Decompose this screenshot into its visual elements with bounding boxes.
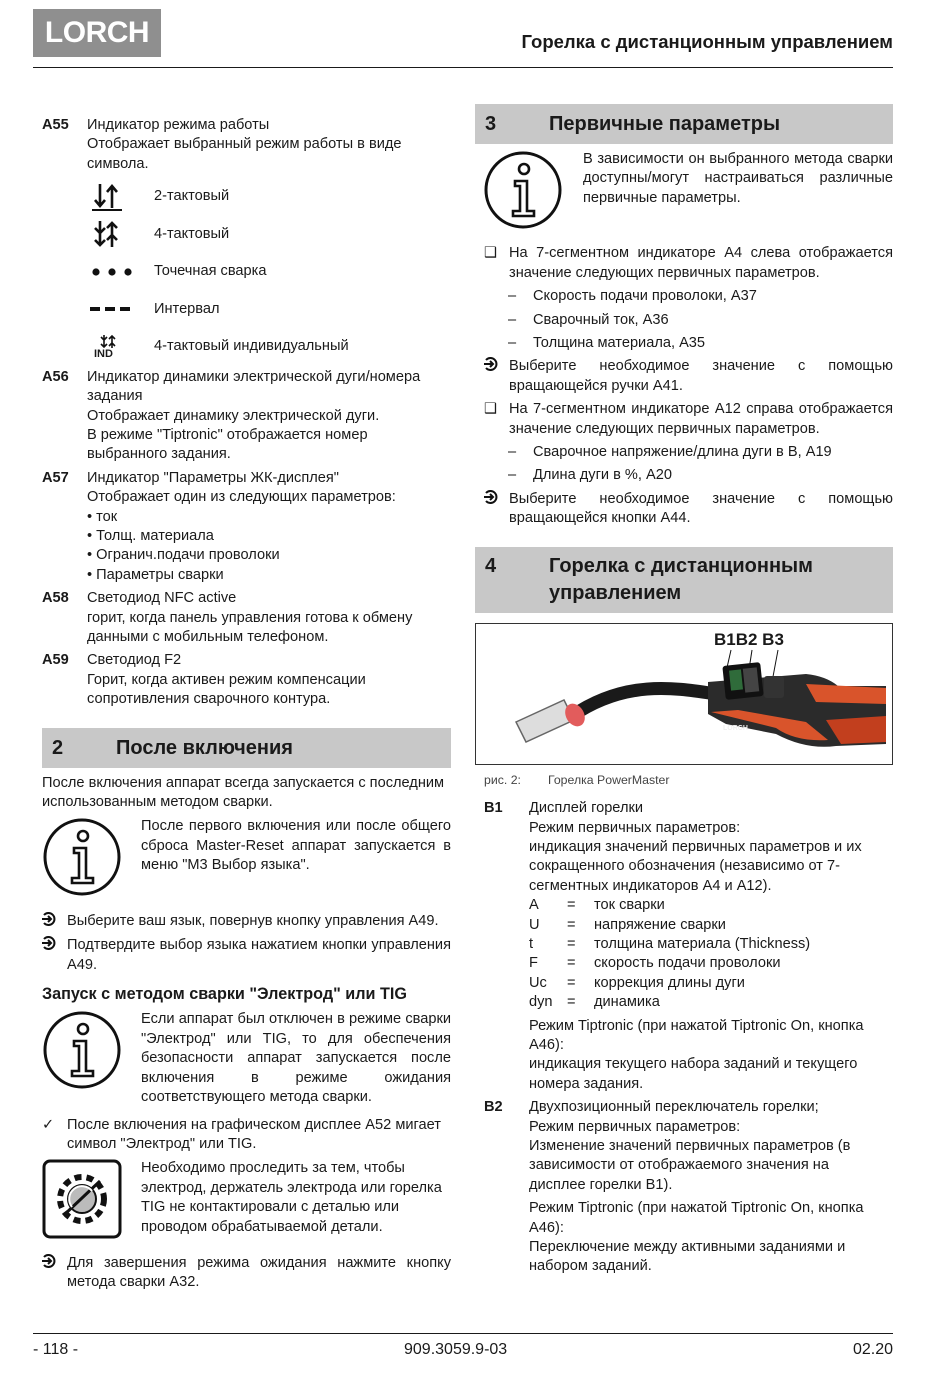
term-key: A57 xyxy=(42,469,69,486)
header-rule xyxy=(33,67,893,68)
action-step xyxy=(42,912,451,932)
term-a58 xyxy=(42,589,451,647)
section-title-line: управлением xyxy=(549,581,682,604)
info-text: После первого включения или после общего сброса Master-Reset аппарат запускается в меню "М3 Выбор языка". xyxy=(141,818,451,874)
torch-figure xyxy=(475,623,893,765)
term-key: A59 xyxy=(42,652,69,669)
dash-item xyxy=(475,287,893,306)
abbr-value: скорость подачи проволоки xyxy=(594,955,781,972)
warning-text: Необходимо проследить за тем, чтобы электрод, держатель электрода или горелка TIG не контактировали с деталью или проводом обрабатываемой детали. xyxy=(141,1160,442,1235)
ind-icon-text: IND xyxy=(94,347,113,360)
term-desc: Режим Tiptronic (при нажатой Tiptronic On, кнопка A46): xyxy=(529,1017,864,1053)
abbr-value: ток сварки xyxy=(594,897,665,914)
term-desc: Отображает динамику электрической дуги. xyxy=(87,407,380,424)
dash-text: Толщина материала, A35 xyxy=(533,335,706,352)
info-note xyxy=(475,150,893,236)
abbr-eq: = xyxy=(567,916,576,933)
mode-symbol-list xyxy=(42,178,451,366)
section-2-header xyxy=(42,728,451,768)
left-column xyxy=(42,116,451,1297)
document-date: 02.20 xyxy=(852,1341,893,1358)
section-title: Первичные параметры xyxy=(549,113,781,135)
page-number: - 118 - xyxy=(33,1341,79,1358)
prerequisite-item xyxy=(484,400,893,439)
abbr-eq: = xyxy=(567,897,576,914)
abbr-eq: = xyxy=(567,955,576,972)
abbr-key: A xyxy=(529,897,539,914)
abbr-row xyxy=(529,896,885,915)
dash-item xyxy=(475,311,893,330)
abbr-value: динамика xyxy=(594,994,660,1011)
mode-label: Интервал xyxy=(154,300,220,317)
dash-marker: – xyxy=(508,444,517,461)
result-item xyxy=(42,1116,451,1155)
dash-item xyxy=(475,334,893,353)
checkbox-square-icon: ❑ xyxy=(484,401,498,418)
term-b1 xyxy=(484,799,893,1094)
term-key: B1 xyxy=(484,800,503,817)
checkmark-icon: ✓ xyxy=(42,1116,55,1133)
mode-item xyxy=(42,253,451,291)
abbr-key: Uc xyxy=(529,974,547,991)
term-desc: Переключение между активными заданиями и набором заданий. xyxy=(529,1239,846,1275)
checkbox-square-icon: ❑ xyxy=(484,245,498,262)
arrow-circle-icon xyxy=(42,1254,67,1293)
term-desc: индикация текущего набора заданий и текущего номера задания. xyxy=(529,1056,858,1092)
term-title: Двухпозиционный переключатель горелки; xyxy=(529,1099,819,1116)
term-title: Дисплей горелки xyxy=(529,800,643,817)
step-text: Выберите необходимое значение с помощью вращающейся ручки A41. xyxy=(509,358,893,394)
term-b2 xyxy=(484,1098,893,1277)
info-note xyxy=(42,1010,451,1107)
2-stroke-icon xyxy=(90,182,154,212)
caption-text: Горелка PowerMaster xyxy=(548,772,670,787)
powermaster-torch-image xyxy=(476,624,893,765)
abbr-row xyxy=(529,974,885,993)
term-desc: Режим первичных параметров: xyxy=(529,1118,741,1135)
bullet-item: • Огранич.подачи проволоки xyxy=(87,547,280,564)
abbr-row xyxy=(529,954,885,973)
action-step xyxy=(42,936,451,975)
action-step xyxy=(42,1254,451,1293)
arrow-circle-icon xyxy=(42,936,67,975)
info-icon xyxy=(475,150,583,236)
mode-item xyxy=(42,328,451,366)
figure-caption xyxy=(484,771,893,790)
abbr-row xyxy=(529,993,885,1012)
term-desc: Отображает один из следующих параметров: xyxy=(87,489,396,506)
item-text: На 7-сегментном индикаторе A4 слева отображается значение следующих первичных параметров. xyxy=(509,245,893,281)
bullet-item: • Толщ. материала xyxy=(87,527,214,544)
term-key: B2 xyxy=(484,1099,503,1116)
info-text: Если аппарат был отключен в режиме сварки "Электрод" или TIG, то для обеспечения безопасности аппарат запускается после включения в режиме ожидания соответствующего метода сварки. xyxy=(141,1011,451,1106)
dash-marker: – xyxy=(508,311,517,328)
result-text: После включения на графическом дисплее A52 мигает символ "Электрод" или TIG. xyxy=(67,1116,441,1152)
mode-item xyxy=(42,216,451,254)
mode-label: 2-тактовый xyxy=(154,188,230,205)
dash-text: Скорость подачи проволоки, A37 xyxy=(533,288,757,305)
abbr-eq: = xyxy=(567,994,576,1011)
section-number: 2 xyxy=(52,736,64,759)
dash-marker: – xyxy=(508,288,517,305)
step-text: Выберите ваш язык, повернув кнопку управления A49. xyxy=(67,912,439,929)
mode-label: 4-тактовый индивидуальный xyxy=(154,338,349,355)
subsection-title: Запуск с методом сварки "Электрод" или TIG xyxy=(42,985,407,1004)
dash-text: Сварочный ток, A36 xyxy=(533,311,669,328)
gear-damage-icon xyxy=(42,1159,141,1245)
dash-text: Сварочное напряжение/длина дуги в В, A19 xyxy=(533,444,832,461)
bullet-item: • ток xyxy=(87,508,118,525)
arrow-circle-icon xyxy=(484,490,509,529)
arrow-circle-icon xyxy=(484,357,509,396)
term-title: Индикатор динамики электрической дуги/номера задания xyxy=(87,368,421,405)
action-step xyxy=(484,357,893,396)
item-text: На 7-сегментном индикаторе A12 справа отображается значение следующих первичных параметров. xyxy=(509,401,893,437)
section-title-line: Горелка с дистанционным xyxy=(549,554,813,577)
prerequisite-item xyxy=(484,244,893,283)
4-stroke-icon xyxy=(90,219,154,249)
section-title: После включения xyxy=(116,736,293,759)
info-icon xyxy=(42,1010,141,1107)
dash-marker: – xyxy=(508,335,517,352)
dash-marker: – xyxy=(508,467,517,484)
info-icon xyxy=(42,817,141,903)
abbr-value: коррекция длины дуги xyxy=(594,974,745,991)
term-key: A56 xyxy=(42,368,69,385)
warning-note xyxy=(42,1159,451,1245)
abbr-key: dyn xyxy=(529,994,553,1011)
lorch-logo: LORCH xyxy=(33,9,161,57)
term-desc: Изменение значений первичных параметров (в зависимости от отображаемого значения на дисплее горелки B1). xyxy=(529,1138,851,1193)
term-a59 xyxy=(42,651,451,709)
abbr-key: U xyxy=(529,916,540,933)
term-desc: Режим первичных параметров: xyxy=(529,819,741,836)
spot-weld-icon xyxy=(90,265,154,279)
torch-brand-text: LORCH xyxy=(723,724,748,732)
mode-item xyxy=(42,178,451,216)
abbr-row xyxy=(529,935,885,954)
figure-callout-labels: B1B2 B3 xyxy=(714,629,784,649)
abbr-eq: = xyxy=(567,974,576,991)
term-desc: индикация значений первичных параметров и их сокращенного обозначения (независимо от 7-сегментных индикаторов A4 и A12). xyxy=(529,838,862,894)
4-stroke-individual-icon xyxy=(90,334,154,360)
right-column xyxy=(475,104,893,1281)
term-desc: Отображает выбранный режим работы в виде символа. xyxy=(87,136,402,172)
step-text: Выберите необходимое значение с помощью вращающейся кнопки A44. xyxy=(509,490,893,527)
section-4-header xyxy=(475,547,893,613)
section-number: 4 xyxy=(485,554,497,577)
term-desc: Режим Tiptronic (при нажатой Tiptronic On, кнопка A46): xyxy=(529,1200,864,1236)
term-a57 xyxy=(42,469,451,585)
abbr-value: толщина материала (Thickness) xyxy=(594,935,811,952)
abbr-row xyxy=(529,916,885,935)
document-title: Горелка с дистанционным управлением xyxy=(521,31,893,52)
abbr-key: F xyxy=(529,955,538,972)
term-desc: горит, когда панель управления готова к обмену данными с мобильным телефоном. xyxy=(87,609,413,645)
mode-item xyxy=(42,291,451,329)
info-note xyxy=(42,817,451,903)
section-number: 3 xyxy=(485,113,497,135)
term-desc: Горит, когда активен режим компенсации сопротивления сварочного контура. xyxy=(87,671,366,708)
abbr-key: t xyxy=(529,935,534,952)
abbr-value: напряжение сварки xyxy=(594,916,726,933)
term-title: Индикатор режима работы xyxy=(87,117,270,133)
section-3-header xyxy=(475,104,893,144)
term-desc: В режиме "Tiptronic" отображается номер выбранного задания. xyxy=(87,426,368,463)
term-title: Индикатор "Параметры ЖК-дисплея" xyxy=(87,469,339,486)
info-text: В зависимости он выбранного метода сварки доступны/могут настраиваться различные первичные параметры. xyxy=(583,151,893,206)
abbr-eq: = xyxy=(567,935,576,952)
footer-rule xyxy=(33,1333,893,1334)
step-text: Подтвердите выбор языка нажатием кнопки управления A49. xyxy=(67,937,451,973)
dash-item xyxy=(475,466,893,485)
document-number: 909.3059.9-03 xyxy=(404,1341,508,1358)
dash-item xyxy=(475,443,893,462)
mode-label: 4-тактовый xyxy=(154,225,230,242)
action-step xyxy=(484,490,893,529)
dash-text: Длина дуги в %, A20 xyxy=(533,467,672,484)
paragraph: После включения аппарат всегда запускается с последним использованным методом сварки. xyxy=(42,774,445,811)
term-title: Светодиод NFC active xyxy=(87,590,237,607)
mode-label: Точечная сварка xyxy=(154,263,267,280)
term-a56 xyxy=(42,368,451,465)
caption-number: рис. 2: xyxy=(484,772,521,787)
term-title: Светодиод F2 xyxy=(87,652,182,669)
term-key: A55 xyxy=(42,117,69,133)
term-a55 xyxy=(42,116,451,174)
bullet-item: • Параметры сварки xyxy=(87,566,224,583)
arrow-circle-icon xyxy=(42,912,67,932)
term-key: A58 xyxy=(42,590,69,607)
interval-icon xyxy=(90,304,154,314)
step-text: Для завершения режима ожидания нажмите кнопку метода сварки A32. xyxy=(67,1254,451,1291)
